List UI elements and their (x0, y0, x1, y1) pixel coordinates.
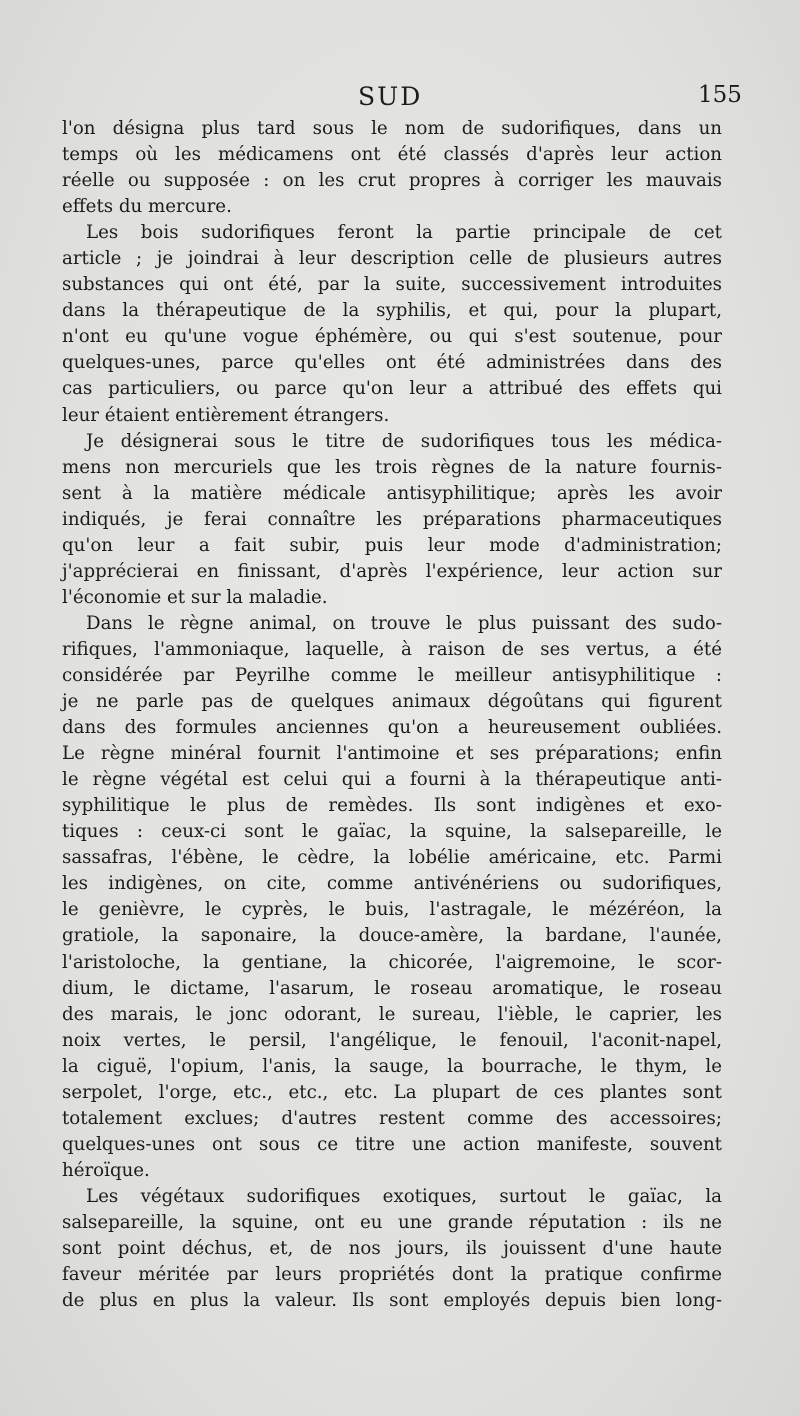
page-header (0, 82, 800, 118)
text-line: considérée par Peyrilhe comme le meilleur antisyphilitique : (62, 664, 722, 686)
text-line: indiqués, je ferai connaître les préparations pharmaceutiques (62, 508, 722, 530)
text-line: Le règne minéral fournit l'antimoine et ses préparations; enfin (62, 743, 722, 765)
text-line: héroïque. (62, 1159, 150, 1181)
body-text (62, 116, 722, 1314)
text-line: syphilitique le plus de remèdes. Ils sont indigènes et exo- (62, 795, 722, 817)
text-line: Je désignerai sous le titre de sudorifiques tous les médica- (86, 430, 722, 452)
text-line: réelle ou supposée : on les crut propres à corriger les mauvais (62, 170, 722, 192)
text-line: Les végétaux sudorifiques exotiques, surtout le gaïac, la (86, 1185, 722, 1207)
paragraph (62, 611, 722, 1184)
text-line: temps où les médicamens ont été classés d'après leur action (62, 144, 722, 166)
text-line: l'on désigna plus tard sous le nom de sudorifiques, dans un (62, 118, 722, 139)
text-line: n'ont eu qu'une vogue éphémère, ou qui s'est soutenue, pour (62, 326, 722, 348)
page-number: 155 (698, 82, 742, 108)
text-line: le règne végétal est celui qui a fourni à la thérapeutique anti- (62, 769, 722, 791)
text-line: je ne parle pas de quelques animaux dégoûtans qui figurent (62, 691, 722, 713)
text-line: totalement exclues; d'autres restent comme des accessoires; (62, 1107, 722, 1129)
text-line: mens non mercuriels que les trois règnes de la nature fournis- (62, 456, 722, 478)
text-line: l'aristoloche, la gentiane, la chicorée, l'aigremoine, le scor- (62, 951, 722, 973)
text-line: cas particuliers, ou parce qu'on leur a attribué des effets qui (62, 378, 722, 400)
text-line: l'économie et sur la maladie. (62, 586, 328, 608)
text-line: substances qui ont été, par la suite, successivement introduites (62, 274, 722, 296)
text-line: gratiole, la saponaire, la douce-amère, la bardane, l'aunée, (62, 925, 722, 947)
text-line: dium, le dictame, l'asarum, le roseau aromatique, le roseau (62, 977, 722, 999)
text-line: faveur méritée par leurs propriétés dont la pratique confirme (62, 1264, 722, 1286)
text-line: qu'on leur a fait subir, puis leur mode d'administration; (62, 534, 722, 556)
text-line: noix vertes, le persil, l'angélique, le fenouil, l'aconit-napel, (62, 1029, 722, 1051)
text-line: rifiques, l'ammoniaque, laquelle, à raison de ses vertus, a été (62, 638, 722, 660)
text-line: sent à la matière médicale antisyphilitique; après les avoir (62, 482, 722, 504)
running-head: SUD (358, 82, 423, 111)
text-line: leur étaient entièrement étrangers. (62, 404, 390, 426)
text-line: la ciguë, l'opium, l'anis, la sauge, la bourrache, le thym, le (62, 1055, 722, 1077)
text-line: article ; je joindrai à leur description celle de plusieurs autres (62, 248, 722, 270)
paragraph (62, 220, 722, 428)
text-line: Dans le règne animal, on trouve le plus puissant des sudo- (86, 612, 722, 634)
text-line: les indigènes, on cite, comme antivénériens ou sudorifiques, (62, 873, 722, 895)
paragraph (62, 429, 722, 611)
text-line: salsepareille, la squine, ont eu une grande réputation : ils ne (62, 1211, 722, 1233)
text-line: quelques-unes ont sous ce titre une action manifeste, souvent (62, 1133, 722, 1155)
text-line: effets du mercure. (62, 196, 232, 218)
text-line: quelques-unes, parce qu'elles ont été administrées dans des (62, 352, 722, 374)
text-line: tiques : ceux-ci sont le gaïac, la squine, la salsepareille, le (62, 821, 722, 843)
text-line: dans la thérapeutique de la syphilis, et qui, pour la plupart, (62, 300, 722, 322)
text-line: le genièvre, le cyprès, le buis, l'astragale, le mézéréon, la (62, 899, 722, 921)
text-line: sont point déchus, et, de nos jours, ils jouissent d'une haute (62, 1238, 722, 1260)
text-line: dans des formules anciennes qu'on a heureusement oubliées. (62, 717, 722, 739)
paragraph (62, 1184, 722, 1314)
text-line: des marais, le jonc odorant, le sureau, l'ièble, le caprier, les (62, 1003, 722, 1025)
text-line: serpolet, l'orge, etc., etc., etc. La plupart de ces plantes sont (62, 1081, 722, 1103)
text-line: sassafras, l'ébène, le cèdre, la lobélie américaine, etc. Parmi (62, 847, 722, 869)
text-line: Les bois sudorifiques feront la partie principale de cet (86, 222, 722, 244)
paragraph (62, 116, 722, 220)
text-line: j'apprécierai en finissant, d'après l'expérience, leur action sur (62, 560, 722, 582)
text-line: de plus en plus la valeur. Ils sont employés depuis bien long- (62, 1290, 722, 1312)
